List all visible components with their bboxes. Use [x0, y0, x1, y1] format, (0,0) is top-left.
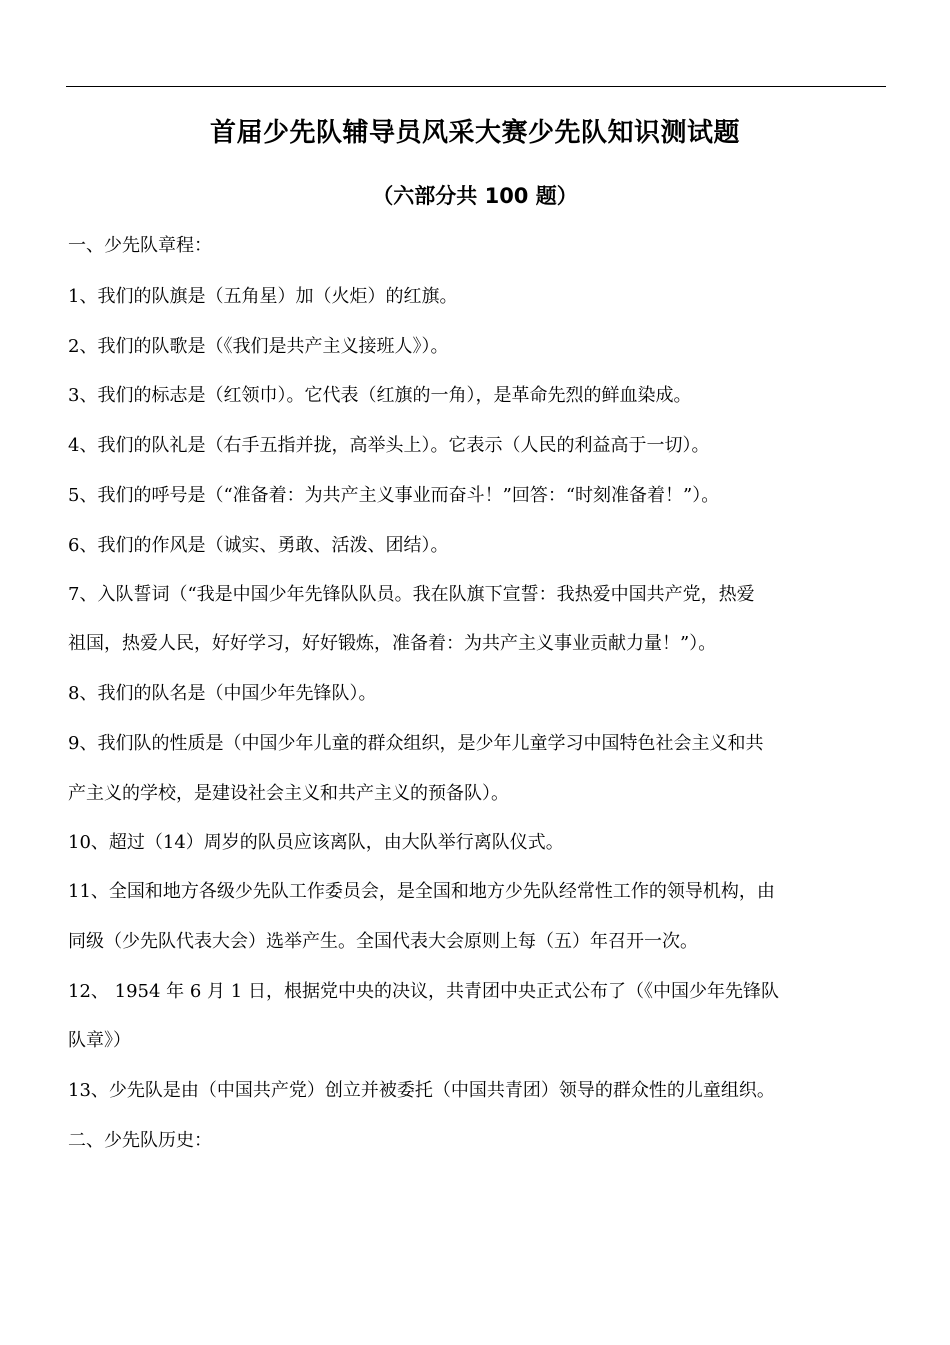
question-line: 10、超过（14）周岁的队员应该离队，由大队举行离队仪式。 [68, 832, 564, 853]
question-line: 同级（少先队代表大会）选举产生。全国代表大会原则上每（五）年召开一次。 [68, 931, 698, 952]
question-line: 祖国，热爱人民，好好学习，好好锻炼，准备着：为共产主义事业贡献力量！”）。 [68, 633, 717, 654]
page-title: 首届少先队辅导员风采大赛少先队知识测试题 [209, 118, 740, 148]
question-line: 8、我们的队名是（中国少年先锋队）。 [68, 683, 377, 704]
question-line: 11、全国和地方各级少先队工作委员会，是全国和地方少先队经常性工作的领导机构，由 [68, 881, 775, 902]
question-line: 6、我们的作风是（诚实、勇敢、活泼、团结）。 [68, 535, 449, 556]
question-line: 4、我们的队礼是（右手五指并拢，高举头上）。它表示（人民的利益高于一切）。 [68, 435, 710, 456]
question-line: 1、我们的队旗是（五角星）加（火炬）的红旗。 [68, 286, 458, 307]
question-line: 5、我们的呼号是（“准备着：为共产主义事业而奋斗！”回答：“时刻准备着！”）。 [68, 485, 720, 506]
section-heading: 一、少先队章程： [68, 235, 212, 256]
question-line: 队章》） [68, 1030, 131, 1051]
question-line: 2、我们的队歌是（《我们是共产主义接班人》）。 [68, 336, 449, 357]
question-line: 9、我们队的性质是（中国少年儿童的群众组织，是少年儿童学习中国特色社会主义和共 [68, 733, 764, 754]
question-line: 7、入队誓词（“我是中国少年先锋队队员。我在队旗下宣誓：我热爱中国共产党，热爱 [68, 584, 755, 605]
section-heading: 二、少先队历史： [68, 1130, 212, 1151]
question-line: 13、少先队是由（中国共产党）创立并被委托（中国共青团）领导的群众性的儿童组织。 [68, 1080, 775, 1101]
question-line: 12、 1954 年 6 月 1 日，根据党中央的决议，共青团中央正式公布了（《中国少年先锋队 [68, 981, 779, 1002]
question-line: 3、我们的标志是（红领巾）。它代表（红旗的一角），是革命先烈的鲜血染成。 [68, 385, 692, 406]
header-rule [66, 86, 886, 87]
question-line: 产主义的学校，是建设社会主义和共产主义的预备队）。 [68, 783, 509, 804]
page-subtitle: （六部分共 100 题） [372, 184, 578, 208]
